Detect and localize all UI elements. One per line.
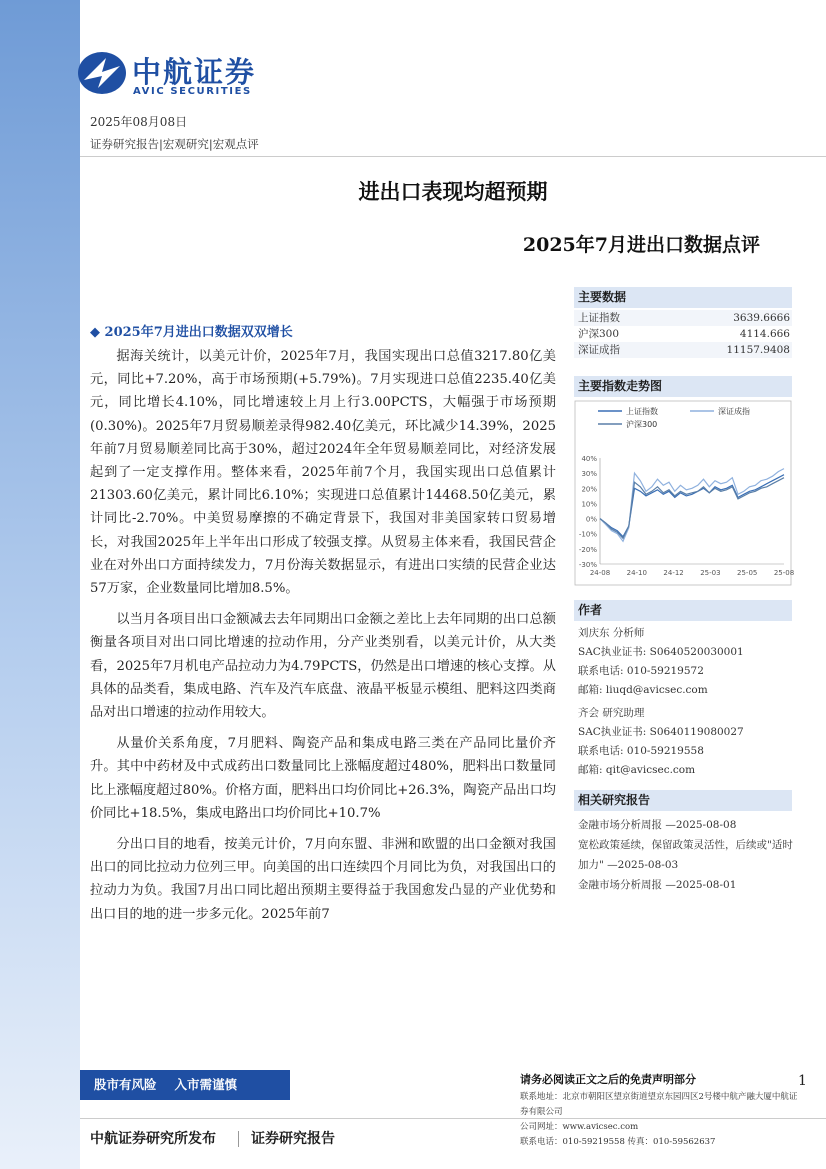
author-phone: 联系电话: 010-59219572 bbox=[578, 665, 704, 677]
related-report-link[interactable]: 金融市场分析周报 —2025-08-01 bbox=[578, 879, 737, 891]
page-title: 进出口表现均超预期 bbox=[358, 179, 548, 204]
y-tick-label: -30% bbox=[578, 561, 597, 569]
y-tick-label: 40% bbox=[581, 455, 597, 463]
paragraph: 分出口目的地看，按美元计价，7月向东盟、非洲和欧盟的出口金额对我国出口的同比拉动力位列三甲。向美国的出口连续四个月同比为负，对我国出口的拉动力为负。我国7月出口同比超出预期主要得益于我国愈发凸显的产业优势和出口目的地的进一步多元化。2025年前7 bbox=[90, 837, 556, 922]
author-name-role: 齐会 研究助理 bbox=[578, 707, 645, 719]
risk-warning-band bbox=[80, 1070, 290, 1100]
related-report-link[interactable]: 加力" —2025-08-03 bbox=[578, 859, 679, 871]
index-row bbox=[574, 310, 792, 326]
report-body bbox=[90, 345, 556, 934]
report-type: 证券研究报告 bbox=[238, 1131, 335, 1147]
author-cert: SAC执业证书: S0640520030001 bbox=[578, 646, 744, 658]
index-row bbox=[574, 342, 792, 358]
risk-warning-2: 入市需谨慎 bbox=[174, 1077, 238, 1092]
series-line bbox=[600, 478, 784, 539]
index-name: 上证指数 bbox=[578, 312, 620, 324]
y-tick-label: -20% bbox=[578, 545, 597, 554]
paragraph: 据海关统计，以美元计价，2025年7月，我国实现出口总值3217.80亿美元，同比+7.20%，高于市场预期(+5.79%)。7月实现进口总值2235.40亿美元，同比增长4.10%，同比增速较上月上行3.00PCTS，大幅强于市场预期(0.30%)。2025年7月贸易顺差录得982.40亿美元，环比减少14.39%，2025年前7月贸易顺差同比高于30%，超过2024年全年贸易顺差同比，对经济发展起到了一定支撑作用。整体来看，2025年前7个月，我国实现出口总值累计21303.60亿美元，累计同比6.10%；实现进口总值累计14468.50亿美元，累计同比-2.70%。中美贸易摩擦的不确定背景下，我国对非美国家转口贸易增长，对我国2025年上半年出口形成了较强支撑。从贸易主体来看，我国民营企业在对外出口方面持续发力，7月份海关数据显示，有进出口实绩的民营企业达57万家，企业数量同比增加8.5%。 bbox=[90, 349, 556, 597]
x-tick-label: 25-03 bbox=[700, 569, 721, 577]
company-logo bbox=[76, 50, 316, 100]
x-tick-label: 24-12 bbox=[663, 569, 684, 577]
risk-warning-1: 股市有风险 bbox=[94, 1077, 157, 1092]
footer-divider bbox=[80, 1118, 826, 1119]
x-tick-label: 24-08 bbox=[589, 569, 611, 577]
y-tick-label: 30% bbox=[581, 470, 597, 479]
series-line bbox=[600, 469, 784, 542]
page-subtitle: 2025年7月进出口数据点评 bbox=[522, 234, 760, 256]
indices-panel bbox=[574, 287, 792, 358]
chart-title: 主要指数走势图 bbox=[574, 376, 792, 397]
footer-website[interactable]: 公司网址：www.avicsec.com bbox=[520, 1122, 639, 1132]
footer-phones: 联系电话：010-59219558 传真：010-59562637 bbox=[520, 1137, 716, 1147]
index-value: 11157.9408 bbox=[726, 344, 790, 356]
author-phone: 联系电话: 010-59219558 bbox=[578, 745, 704, 757]
breadcrumb: 证券研究报告|宏观研究|宏观点评 bbox=[90, 137, 259, 151]
x-tick-label: 24-10 bbox=[626, 569, 647, 577]
avic-logo-icon bbox=[76, 50, 128, 96]
related-report-link[interactable]: 宽松政策延续，保留政策灵活性，后续或"适时 bbox=[578, 839, 793, 851]
legend-label: 沪深300 bbox=[626, 420, 658, 429]
y-tick-label: 20% bbox=[581, 485, 597, 494]
report-date: 2025年08月08日 bbox=[90, 115, 188, 129]
paragraph: 从量价关系角度，7月肥料、陶瓷产品和集成电路三类在产品同比量价齐升。其中中药材及中式成药出口数量同比上涨幅度超过480%，肥料出口数量同比上涨幅度超过80%。价格方面，肥料出口均价同比+26.3%，陶瓷产品出口均价同比+18.5%，集成电路出口均价同比+10.7% bbox=[90, 736, 556, 821]
index-value: 4114.666 bbox=[739, 328, 790, 340]
page-number: 1 bbox=[798, 1073, 807, 1089]
related-report-link[interactable]: 金融市场分析周报 —2025-08-08 bbox=[578, 819, 737, 831]
authors-panel bbox=[574, 600, 792, 780]
related-reports-panel bbox=[574, 790, 792, 895]
footer-contact bbox=[520, 1072, 800, 1150]
y-tick-label: -10% bbox=[578, 530, 597, 539]
legend-label: 上证指数 bbox=[626, 407, 658, 416]
footer-address: 联系地址：北京市朝阳区望京街道望京东园四区2号楼中航产融大厦中航证券有限公司 bbox=[520, 1092, 798, 1117]
related-reports-title: 相关研究报告 bbox=[574, 790, 792, 811]
logo-english-name: AVIC SECURITIES bbox=[133, 86, 252, 97]
indices-title: 主要数据 bbox=[574, 287, 792, 308]
logo-chinese-name: 中航证券 bbox=[132, 55, 257, 89]
index-trend-chart bbox=[574, 400, 795, 586]
left-accent-column bbox=[0, 0, 80, 1169]
index-row bbox=[574, 326, 792, 342]
header-divider bbox=[80, 156, 826, 157]
paragraph: 以当月各项目出口金额减去去年同期出口金额之差比上去年同期的出口总额衡量各项目对出口同比增速的拉动作用，分产业类别看，以美元计价，从大类看，2025年7月机电产品拉动力为4.79PCTS，仍然是出口增速的核心支撑。从具体的品类看，集成电路、汽车及汽车底盘、液晶平板显示模组、肥料这四类商品对出口增速的拉动作用较大。 bbox=[90, 612, 556, 721]
authors-title: 作者 bbox=[574, 600, 792, 621]
section-heading: ◆ 2025年7月进出口数据双双增长 bbox=[90, 325, 293, 340]
disclaimer-heading: 请务必阅读正文之后的免责声明部分 bbox=[520, 1073, 696, 1086]
x-tick-label: 25-05 bbox=[737, 569, 758, 577]
chart-panel-header bbox=[574, 376, 792, 397]
y-tick-label: 10% bbox=[581, 500, 597, 509]
y-tick-label: 0% bbox=[585, 515, 597, 524]
index-trend-chart-svg bbox=[574, 400, 795, 586]
author-cert: SAC执业证书: S0640119080027 bbox=[578, 726, 744, 738]
publisher-name: 中航证券研究所发布 bbox=[90, 1131, 216, 1147]
author-name-role: 刘庆东 分析师 bbox=[578, 627, 645, 639]
author-email[interactable]: 邮箱: qit@avicsec.com bbox=[578, 764, 696, 776]
footer-publisher bbox=[90, 1128, 335, 1148]
index-value: 3639.6666 bbox=[733, 312, 790, 324]
author-email[interactable]: 邮箱: liuqd@avicsec.com bbox=[578, 684, 708, 696]
index-name: 沪深300 bbox=[578, 328, 620, 340]
legend-label: 深证成指 bbox=[718, 407, 750, 416]
index-name: 深证成指 bbox=[578, 344, 620, 356]
x-tick-label: 25-08 bbox=[773, 569, 795, 577]
